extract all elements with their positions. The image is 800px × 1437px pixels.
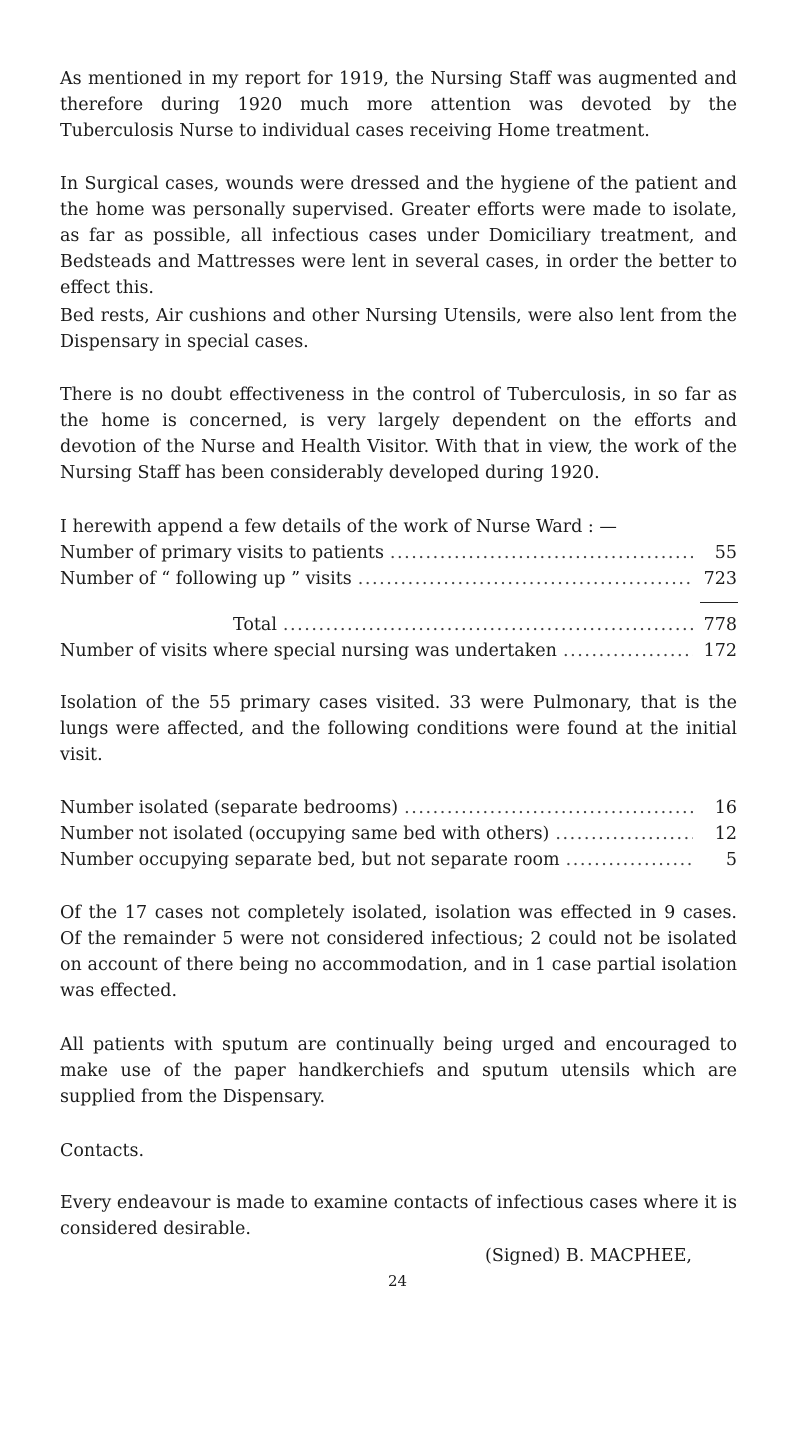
special-nursing-label: Number of visits where special nursing was undertaken	[60, 641, 557, 661]
dot-leader	[390, 540, 693, 566]
separate-bed-value: 5	[725, 850, 737, 870]
paragraph-remainder: Of the 17 cases not completely isolated, isolation was effected in 9 cases. Of the remainder 5 were not considered infectious; 2 could not be isolated on account of there being no accommodation, and in 1 case partial isolation was effected.	[60, 903, 737, 1001]
page-number: 24	[388, 1272, 408, 1290]
following-visits-value: 723	[703, 569, 737, 589]
paragraph-bed-rests: Bed rests, Air cushions and other Nursing Utensils, were also lent from the Dispensary in special cases.	[60, 306, 737, 352]
not-isolated-label: Number not isolated (occupying same bed with others)	[60, 824, 550, 844]
total-visits-value: 778	[703, 615, 737, 635]
total-rule	[700, 602, 738, 603]
paragraph-nursing-staff: As mentioned in my report for 1919, the Nursing Staff was augmented and therefore during 1920 much more attention was devoted by the Tuberculosis Nurse to individual cases receiving Home treatment.	[60, 69, 737, 141]
dot-leader	[404, 795, 693, 821]
following-visits-label: Number of “ following up ” visits	[60, 569, 352, 589]
dot-leader	[358, 566, 693, 592]
isolated-row	[60, 795, 737, 821]
dot-leader	[555, 821, 693, 847]
paragraph-effectiveness: There is no doubt effectiveness in the control of Tuberculosis, in so far as the home is concerned, is very largely dependent on the efforts and devotion of the Nurse and Health Visitor. With that in view, the work of the Nursing Staff has been considerably developed during 1920.	[60, 385, 737, 483]
paragraph-sputum: All patients with sputum are continually being urged and encouraged to make use of the paper handkerchiefs and sputum utensils which are supplied from the Dispensary.	[60, 1035, 737, 1107]
signature: (Signed) B. MACPHEE,	[485, 1246, 692, 1266]
total-visits-label: Total	[233, 615, 277, 635]
total-visits-row	[233, 612, 737, 638]
following-visits-row	[60, 566, 737, 592]
not-isolated-value: 12	[714, 824, 737, 844]
dot-leader	[566, 847, 693, 873]
not-isolated-row	[60, 821, 737, 847]
paragraph-isolation: Isolation of the 55 primary cases visited. 33 were Pulmonary, that is the lungs were affected, and the following conditions were found at the initial visit.	[60, 693, 737, 765]
special-nursing-row	[60, 638, 737, 664]
paragraph-append-details: I herewith append a few details of the work of Nurse Ward : —	[60, 517, 617, 537]
special-nursing-value: 172	[703, 641, 737, 661]
paragraph-surgical-cases: In Surgical cases, wounds were dressed and the hygiene of the patient and the home was personally supervised. Greater efforts were made to isolate, as far as possible, all infectious cases under Domiciliary treatment, and Bedsteads and Mattresses were lent in several cases, in order the better to effect this.	[60, 174, 737, 298]
primary-visits-label: Number of primary visits to patients	[60, 543, 384, 563]
separate-bed-row	[60, 847, 737, 873]
primary-visits-value: 55	[714, 543, 737, 563]
contacts-heading: Contacts.	[60, 1141, 145, 1161]
dot-leader	[563, 638, 693, 664]
isolated-value: 16	[714, 798, 737, 818]
separate-bed-label: Number occupying separate bed, but not separate room	[60, 850, 560, 870]
paragraph-contacts: Every endeavour is made to examine contacts of infectious cases where it is considered desirable.	[60, 1193, 737, 1239]
dot-leader	[283, 612, 693, 638]
isolated-label: Number isolated (separate bedrooms)	[60, 798, 399, 818]
primary-visits-row	[60, 540, 737, 566]
